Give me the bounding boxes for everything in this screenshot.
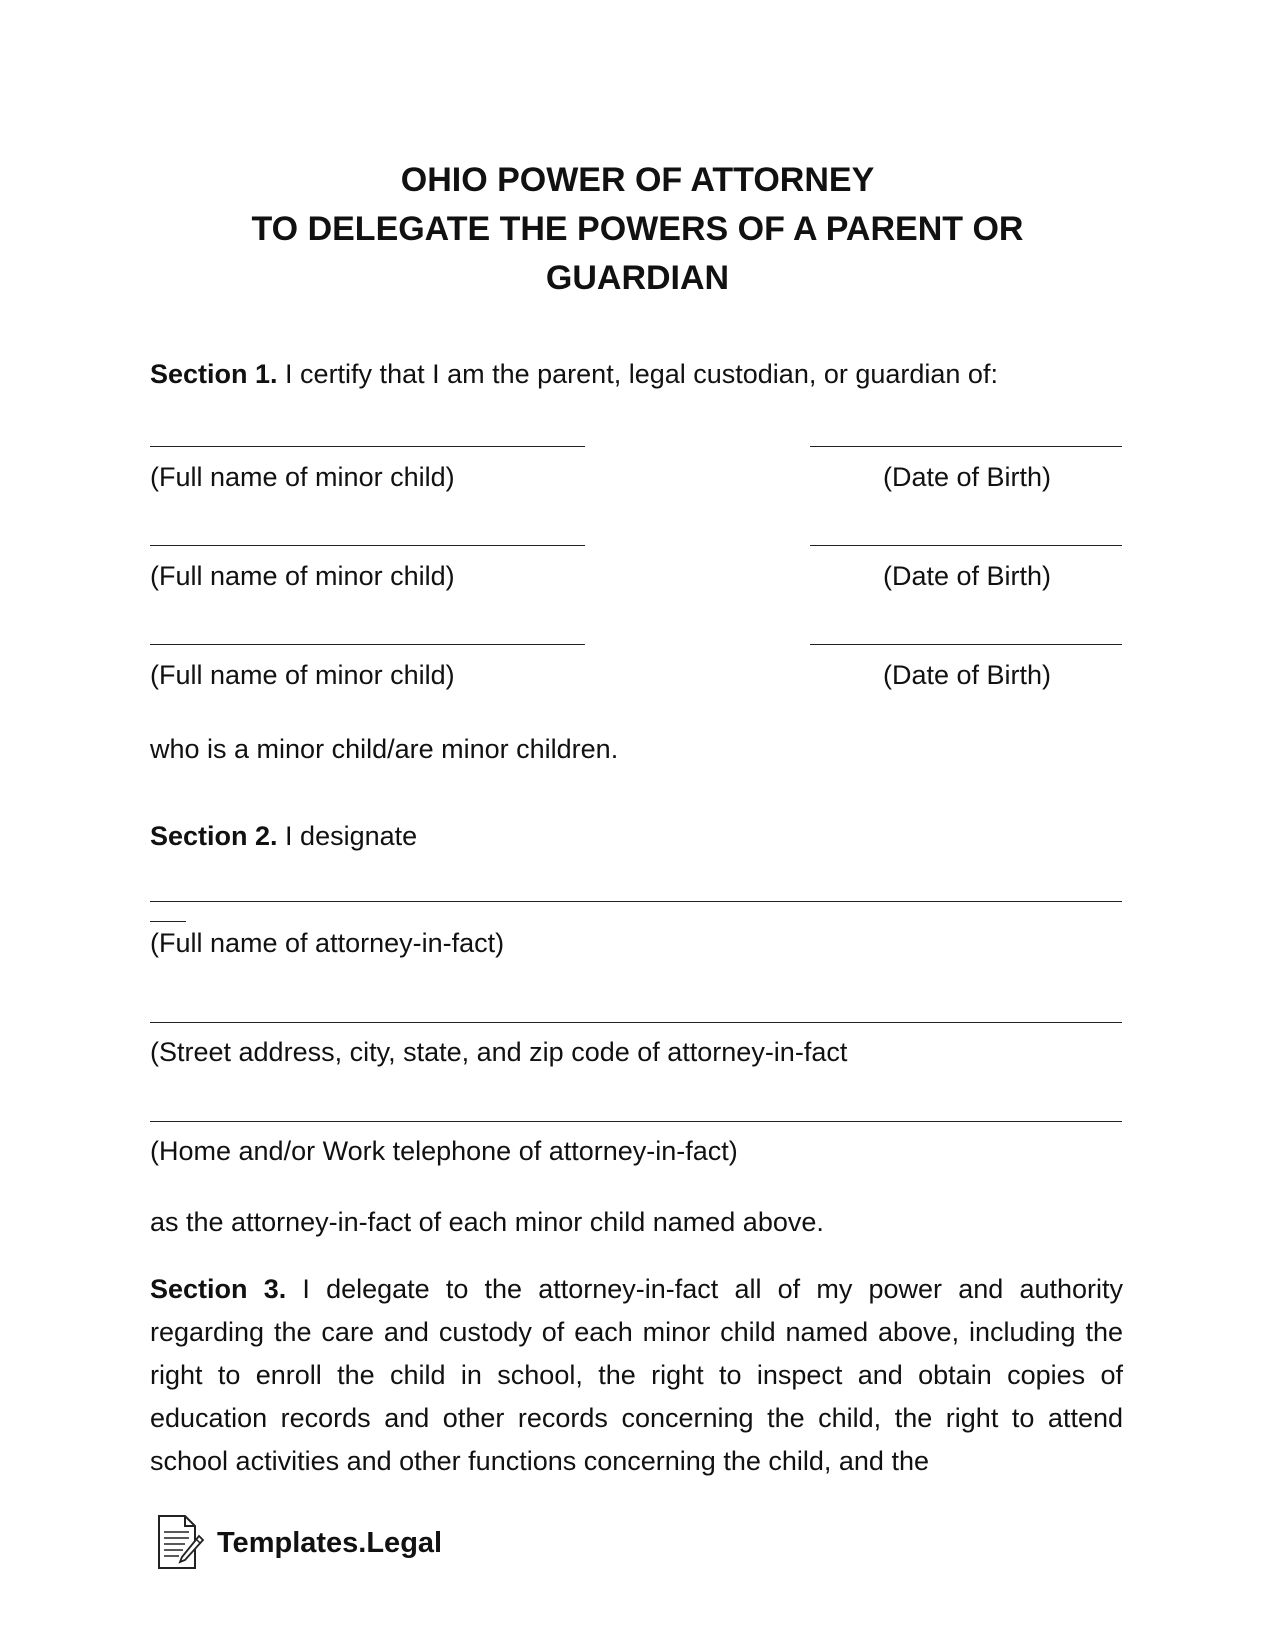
dob-label-1: (Date of Birth) bbox=[883, 462, 1052, 492]
section-3-text: I delegate to the attorney-in-fact all of my power and authority regarding the care and custody of each minor child named above, including the right to enroll the child in school, the right to inspect and obtain copies of education records and other records concerning the child, the right to attend school activities and other functions concerning the child, and the bbox=[150, 1274, 1124, 1476]
title-line-1: OHIO POWER OF ATTORNEY bbox=[400, 161, 875, 199]
section-2-closing: as the attorney-in-fact of each minor child named above. bbox=[150, 1207, 824, 1237]
child-name-line-3[interactable] bbox=[150, 644, 585, 645]
section-1-text: I certify that I am the parent, legal custodian, or guardian of: bbox=[277, 359, 998, 389]
section-2-text: I designate bbox=[277, 821, 418, 851]
dob-label-3: (Date of Birth) bbox=[883, 660, 1052, 690]
dob-label-2: (Date of Birth) bbox=[883, 561, 1052, 591]
document-title bbox=[150, 156, 1125, 303]
child-name-line-2[interactable] bbox=[150, 545, 585, 546]
attorney-name-line[interactable] bbox=[150, 901, 1122, 902]
dob-line-1[interactable] bbox=[810, 446, 1122, 447]
attorney-phone-line[interactable] bbox=[150, 1121, 1122, 1122]
child-name-label-2: (Full name of minor child) bbox=[150, 561, 455, 591]
footer bbox=[155, 1513, 442, 1573]
attorney-name-label: (Full name of attorney-in-fact) bbox=[150, 928, 505, 958]
attorney-name-line-wrap bbox=[150, 921, 186, 922]
child-name-line-1[interactable] bbox=[150, 446, 585, 447]
title-line-3: GUARDIAN bbox=[545, 259, 730, 297]
section-1-intro bbox=[150, 357, 998, 391]
section-1-closing: who is a minor child/are minor children. bbox=[150, 734, 619, 764]
section-2-intro bbox=[150, 819, 417, 853]
dob-line-3[interactable] bbox=[810, 644, 1122, 645]
child-name-label-3: (Full name of minor child) bbox=[150, 660, 455, 690]
section-2-heading: Section 2. bbox=[150, 821, 278, 851]
attorney-phone-label: (Home and/or Work telephone of attorney-in-fact) bbox=[150, 1136, 738, 1166]
title-line-2: TO DELEGATE THE POWERS OF A PARENT OR bbox=[251, 210, 1024, 248]
section-3-heading: Section 3. bbox=[150, 1274, 287, 1304]
dob-line-2[interactable] bbox=[810, 545, 1122, 546]
attorney-address-line[interactable] bbox=[150, 1022, 1122, 1023]
section-3-paragraph bbox=[150, 1268, 1123, 1483]
attorney-address-label: (Street address, city, state, and zip code of attorney-in-fact bbox=[150, 1037, 848, 1067]
child-name-label-1: (Full name of minor child) bbox=[150, 462, 455, 492]
document-pen-icon bbox=[155, 1514, 205, 1572]
footer-brand: Templates.Legal bbox=[217, 1526, 443, 1559]
section-1-heading: Section 1. bbox=[150, 359, 278, 389]
